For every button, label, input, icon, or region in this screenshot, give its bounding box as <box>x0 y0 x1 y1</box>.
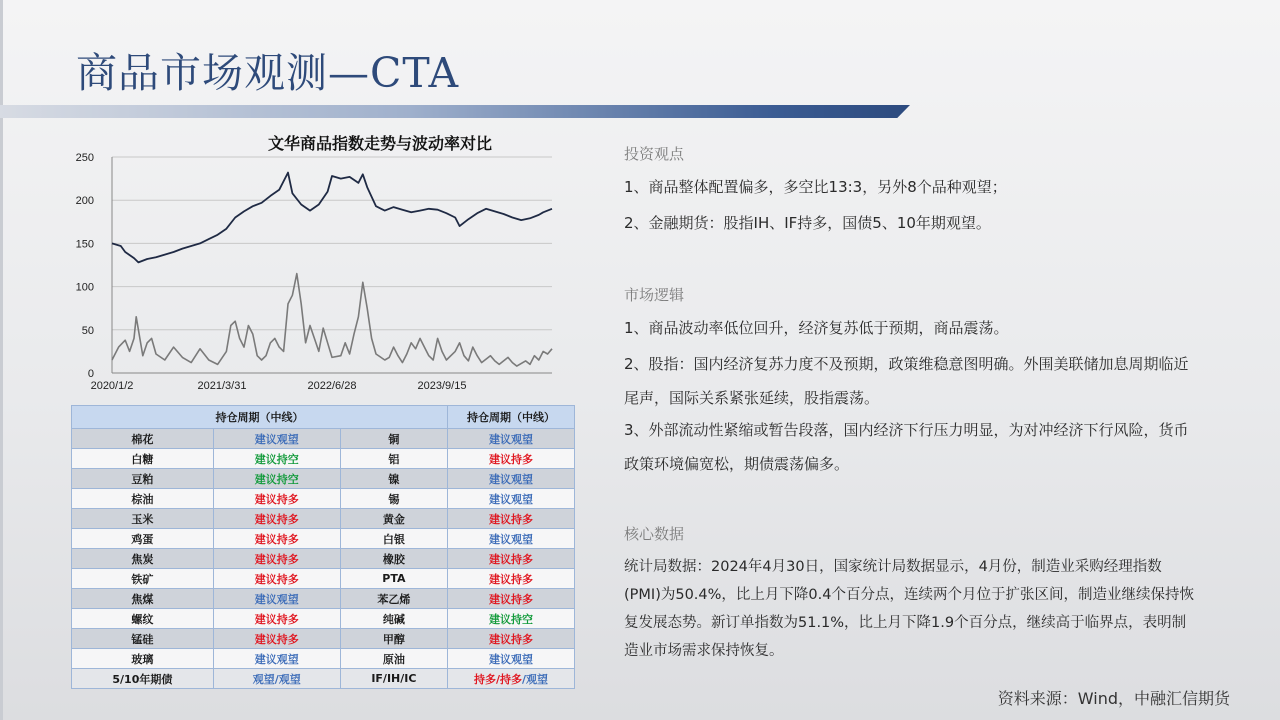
commodity-name: 铝 <box>340 449 447 469</box>
commodity-name: PTA <box>340 569 447 589</box>
position-advice: 建议观望 <box>448 489 575 509</box>
commodity-name: 镍 <box>340 469 447 489</box>
y-tick-label: 200 <box>75 195 94 208</box>
logic-item-1: 1、商品波动率低位回升，经济复苏低于预期，商品震荡。 <box>624 319 1009 337</box>
table-row <box>72 489 575 509</box>
position-advice: 建议持多 <box>213 549 340 569</box>
commodity-name: 铜 <box>340 429 447 449</box>
commodity-name: 锰硅 <box>72 629 214 649</box>
logic-item-3: 3、外部流动性紧缩或暂告段落，国内经济下行压力明显，为对冲经济下行风险，货币政策环境偏宽松，期债震荡偏多。 <box>624 421 1189 473</box>
y-tick-label: 250 <box>75 152 94 164</box>
position-advice: 建议持多 <box>213 569 340 589</box>
advice-part: 持多 <box>473 672 496 686</box>
table-row <box>72 569 575 589</box>
commodity-name: 螺纹 <box>72 609 214 629</box>
position-advice: 建议观望 <box>448 649 575 669</box>
position-advice: 建议观望 <box>448 469 575 489</box>
index-name: IF/IH/IC <box>340 669 447 689</box>
section-title-data: 核心数据 <box>624 525 685 543</box>
logic-item-2: 2、股指：国内经济复苏力度不及预期，政策维稳意图明确。外围美联储加息周期临近尾声，国际关系紧张延续，股指震荡。 <box>624 355 1189 407</box>
section-title-logic: 市场逻辑 <box>624 286 685 304</box>
bond-name: 5/10年期债 <box>72 669 214 689</box>
position-advice: 建议观望 <box>213 649 340 669</box>
position-advice: 建议持空 <box>213 469 340 489</box>
chart-svg <box>70 125 590 400</box>
table-row <box>72 629 575 649</box>
table-header-row <box>72 406 575 429</box>
table-row <box>72 549 575 569</box>
advice-part: / <box>274 672 279 686</box>
position-advice: 建议持多 <box>213 489 340 509</box>
commodity-name: 玉米 <box>72 509 214 529</box>
volatility-series-line <box>112 274 552 367</box>
title-underline-bar <box>0 105 910 118</box>
position-advice: 建议观望 <box>213 429 340 449</box>
position-advice: 建议持多 <box>213 609 340 629</box>
commodity-name: 白糖 <box>72 449 214 469</box>
position-table <box>71 405 575 689</box>
commodity-name: 棕油 <box>72 489 214 509</box>
x-tick-label: 2022/6/28 <box>307 380 357 392</box>
position-advice: 建议持多 <box>448 449 575 469</box>
position-advice: 建议持多 <box>213 529 340 549</box>
line-chart <box>70 125 570 400</box>
position-advice: 建议持多 <box>448 569 575 589</box>
commodity-name: 白银 <box>340 529 447 549</box>
commodity-name: 铁矿 <box>72 569 214 589</box>
position-advice: 建议持多 <box>448 509 575 529</box>
view-item-1: 1、商品整体配置偏多，多空比13:3，另外8个品种观望； <box>624 178 1007 196</box>
commodity-name: 黄金 <box>340 509 447 529</box>
advice-part: / <box>522 672 527 686</box>
commodity-name: 豆粕 <box>72 469 214 489</box>
core-data-text: 统计局数据：2024年4月30日，国家统计局数据显示，4月份，制造业采购经理指数(PMI)为50.4%，比上月下降0.4个百分点，连续两个月位于扩张区间，制造业继续保持恢复发展态势。新订单指数为51.1%，比上月下降1.9个百分点，继续高于临界点，表明制造业市场需求保持恢复。 <box>624 559 1194 659</box>
view-item-2: 2、金融期货：股指IH、IF持多，国债5、10年期观望。 <box>624 214 991 232</box>
y-tick-label: 50 <box>81 324 94 337</box>
position-advice: 建议观望 <box>448 429 575 449</box>
position-advice: 建议持多 <box>448 549 575 569</box>
advice-part: 持多 <box>500 672 522 686</box>
table-row <box>72 609 575 629</box>
index-advice <box>448 669 575 689</box>
x-tick-label: 2021/3/31 <box>197 380 247 392</box>
bond-advice <box>213 669 340 689</box>
commodity-name: 焦炭 <box>72 549 214 569</box>
commodity-name: 纯碱 <box>340 609 447 629</box>
advice-part: 观望 <box>526 672 549 686</box>
x-tick-label: 2023/9/15 <box>417 380 467 392</box>
position-advice: 建议持空 <box>448 609 575 629</box>
advice-part: 观望 <box>278 672 301 686</box>
y-tick-label: 100 <box>75 281 94 294</box>
position-advice: 建议观望 <box>448 529 575 549</box>
position-advice: 建议持多 <box>448 589 575 609</box>
x-tick-label: 2020/1/2 <box>90 380 134 392</box>
table-row <box>72 649 575 669</box>
commodity-name: 玻璃 <box>72 649 214 669</box>
source-note: 资料来源：Wind，中融汇信期货 <box>997 689 1230 708</box>
commodity-name: 鸡蛋 <box>72 529 214 549</box>
table-row <box>72 509 575 529</box>
position-advice: 建议持多 <box>448 629 575 649</box>
table-row <box>72 529 575 549</box>
section-title-view: 投资观点 <box>624 145 685 163</box>
table-row <box>72 589 575 609</box>
y-tick-label: 0 <box>87 368 94 380</box>
y-tick-label: 150 <box>75 238 94 251</box>
advice-part: 观望 <box>252 672 275 686</box>
advice-part: / <box>495 672 500 686</box>
commodity-name: 苯乙烯 <box>340 589 447 609</box>
table-row <box>72 429 575 449</box>
table-row <box>72 449 575 469</box>
table-row-financial <box>72 669 575 689</box>
page-title: 商品市场观测—CTA <box>76 49 460 97</box>
commodity-name: 原油 <box>340 649 447 669</box>
commodity-name: 棉花 <box>72 429 214 449</box>
index-series-line <box>112 173 552 263</box>
position-advice: 建议持多 <box>213 509 340 529</box>
commodity-name: 锡 <box>340 489 447 509</box>
table-row <box>72 469 575 489</box>
chart-title: 文华商品指数走势与波动率对比 <box>267 134 492 153</box>
table-header-right: 持仓周期（中线） <box>448 406 575 429</box>
table-header-left: 持仓周期（中线） <box>72 406 448 429</box>
position-advice: 建议观望 <box>213 589 340 609</box>
position-advice: 建议持空 <box>213 449 340 469</box>
commodity-name: 橡胶 <box>340 549 447 569</box>
commodity-name: 甲醇 <box>340 629 447 649</box>
position-advice: 建议持多 <box>213 629 340 649</box>
commodity-name: 焦煤 <box>72 589 214 609</box>
